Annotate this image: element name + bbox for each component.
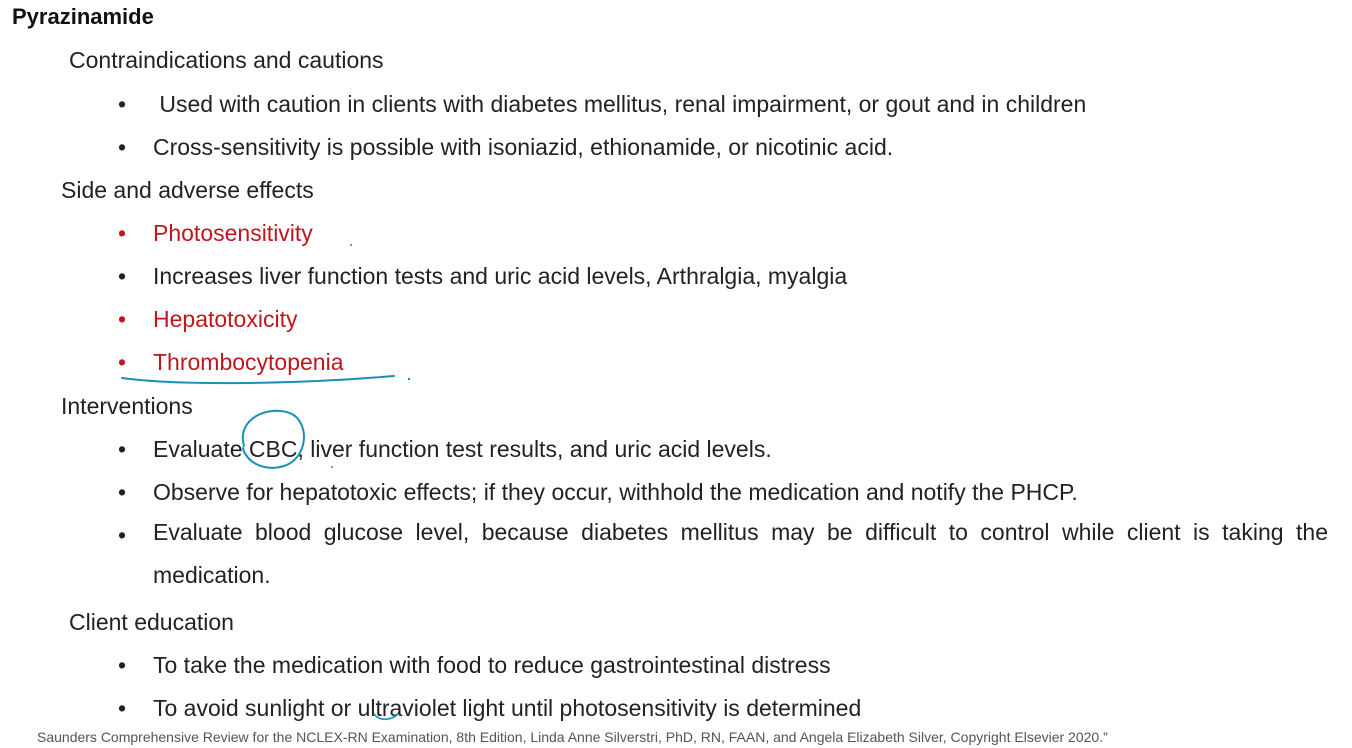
bullet-icon: • <box>118 695 127 721</box>
section-heading-interventions: Interventions <box>61 393 193 419</box>
bullet-icon: • <box>118 522 127 548</box>
dot-annotation <box>408 378 410 380</box>
underline-annotation <box>122 376 394 383</box>
bullet-icon: • <box>118 220 127 246</box>
section-heading-contraindications: Contraindications and cautions <box>69 47 384 73</box>
list-item-text: Evaluate CBC, liver function test results, and uric acid levels. <box>153 436 772 462</box>
list-item-text: Increases liver function tests and uric acid levels, Arthralgia, myalgia <box>153 263 848 289</box>
list-item-text: Used with caution in clients with diabetes mellitus, renal impairment, or gout and in children <box>153 91 1087 117</box>
bullet-icon: • <box>118 134 127 160</box>
list-item-text: Hepatotoxicity <box>153 306 298 332</box>
section-heading-side-effects: Side and adverse effects <box>61 177 314 203</box>
bullet-icon: • <box>118 479 127 505</box>
list-item-text: To take the medication with food to reduce gastrointestinal distress <box>153 652 831 678</box>
bullet-icon: • <box>118 91 127 117</box>
section-heading-client-education: Client education <box>69 609 234 635</box>
bullet-icon: • <box>118 652 127 678</box>
list-item-text: Observe for hepatotoxic effects; if they occur, withhold the medication and notify the PHCP. <box>153 479 1078 505</box>
bullet-icon: • <box>118 263 127 289</box>
bullet-icon: • <box>118 349 127 375</box>
list-item-text: Photosensitivity <box>153 220 313 246</box>
dot-annotation <box>350 244 352 246</box>
bullet-icon: • <box>118 306 127 332</box>
citation-footer: Saunders Comprehensive Review for the NCLEX-RN Examination, 8th Edition, Linda Anne Silverstri, PhD, RN, FAAN, and Angela Elizabeth Silver, Copyright Elsevier 2020.” <box>37 729 1108 745</box>
dot-annotation <box>331 466 333 468</box>
list-item-text: To avoid sunlight or ultraviolet light until photosensitivity is determined <box>153 695 862 721</box>
list-item-text: Thrombocytopenia <box>153 349 344 375</box>
bullet-icon: • <box>118 436 127 462</box>
document-title: Pyrazinamide <box>12 4 154 29</box>
list-item-text: Cross-sensitivity is possible with isoniazid, ethionamide, or nicotinic acid. <box>153 134 894 160</box>
list-item-text: Evaluate blood glucose level, because diabetes mellitus may be difficult to control while client is taking the medication. <box>153 519 1328 588</box>
